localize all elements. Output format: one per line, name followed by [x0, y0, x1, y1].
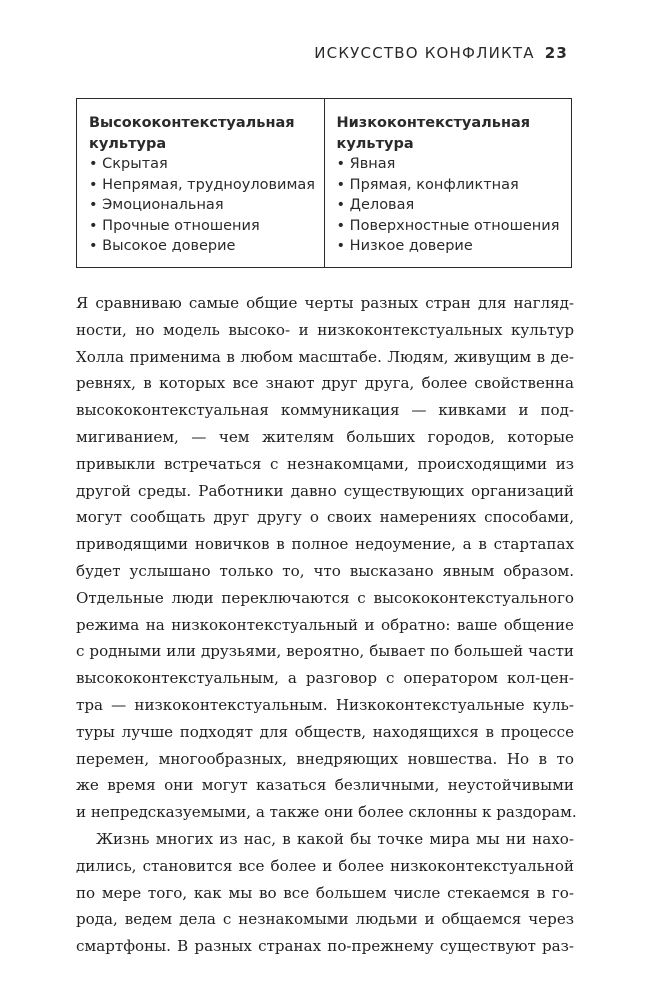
list-item: • Явная — [337, 154, 572, 175]
text-line: Я сравниваю самые общие черты разных стран для нагляд- — [76, 294, 574, 312]
text-line: же время они могут казаться безличными, неустойчивыми — [76, 776, 574, 795]
text-line: Отдельные люди переключаются с высококонтекстуального — [76, 588, 574, 607]
text-line: высококонтекстуальным, а разговор с оператором кол-цен- — [76, 669, 574, 688]
list-item: • Скрытая — [89, 154, 324, 175]
text-line: по мере того, как мы во все большем числе стекаемся в го- — [76, 883, 574, 902]
text-line: перемен, многообразных, внедряющих новшества. Но в то — [76, 749, 574, 768]
body-text — [76, 290, 577, 960]
text-line: рода, ведем дела с незнакомыми людьми и общаемся через — [76, 910, 574, 929]
high-context-title-line: культура — [89, 135, 167, 152]
text-line: тра — низкоконтекстуальным. Низкоконтекстуальные куль- — [76, 695, 574, 714]
text-line: ности, но модель высоко- и низкоконтекстуальных культур — [76, 320, 574, 339]
list-item: • Непрямая, трудноуловимая — [89, 175, 324, 196]
page-number: 23 — [544, 44, 568, 62]
text-line: высококонтекстуальная коммуникация — кивками и под- — [76, 401, 574, 420]
list-item: • Поверхностные отношения — [337, 216, 572, 237]
paragraph — [76, 826, 574, 960]
text-line: с родными или друзьями, вероятно, бывает по большей части — [76, 642, 574, 661]
paragraph — [76, 290, 577, 826]
low-context-title — [337, 113, 572, 154]
text-line: ревнях, в которых все знают друг друга, более свойственна — [76, 374, 574, 393]
running-header-title: ИСКУССТВО КОНФЛИКТА — [314, 44, 535, 62]
text-line: мигиванием, — чем жителям больших городов, которые — [76, 427, 574, 446]
text-line: приводящими новичков в полное недоумение, а в стартапах — [76, 535, 574, 554]
high-context-column — [77, 99, 324, 267]
text-line: туры лучше подходят для обществ, находящихся в процессе — [76, 722, 574, 741]
text-line: смартфоны. В разных странах по-прежнему существуют раз- — [76, 937, 574, 956]
low-context-column — [324, 99, 572, 267]
high-context-title — [89, 113, 324, 154]
comparison-table — [76, 98, 572, 268]
low-context-title-line: культура — [336, 135, 414, 152]
text-line: будет услышано только то, что высказано явным образом. — [76, 561, 574, 580]
running-header — [314, 44, 568, 62]
list-item: • Деловая — [337, 195, 572, 216]
list-item: • Эмоциональная — [89, 195, 324, 216]
high-context-list — [89, 154, 324, 257]
low-context-list — [337, 154, 572, 257]
low-context-title-line: Низкоконтекстуальная — [336, 115, 531, 131]
list-item: • Высокое доверие — [89, 236, 324, 257]
list-item: • Прочные отношения — [89, 216, 324, 237]
text-line: режима на низкоконтекстуальный и обратно: ваше общение — [76, 615, 574, 634]
text-line: Жизнь многих из нас, в какой бы точке мира мы ни нахо- — [96, 829, 574, 848]
list-item: • Низкое доверие — [337, 236, 572, 257]
text-line: могут сообщать друг другу о своих намерениях способами, — [76, 508, 574, 527]
list-item: • Прямая, конфликтная — [337, 175, 572, 196]
text-line: и непредсказуемыми, а также они более склонны к раздорам. — [76, 803, 577, 822]
high-context-title-line: Высококонтекстуальная — [89, 115, 295, 131]
text-line: привыкли встречаться с незнакомцами, происходящими из — [76, 454, 574, 473]
text-line: Холла применима в любом масштабе. Людям, живущим в де- — [76, 347, 574, 366]
text-line: другой среды. Работники давно существующих организаций — [76, 481, 574, 500]
text-line: дились, становится все более и более низкоконтекстуальной — [76, 856, 574, 875]
